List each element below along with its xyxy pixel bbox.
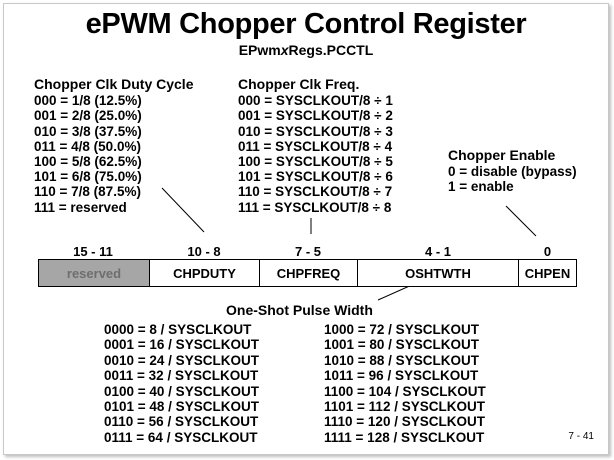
duty-item: 010 = 3/8 (37.5%) bbox=[34, 123, 142, 139]
freq-item: 000 = SYSCLKOUT/8 ÷ 1 bbox=[238, 93, 393, 109]
subtitle-var: x bbox=[280, 42, 289, 58]
duty-connector bbox=[162, 188, 204, 232]
freq-item: 111 = SYSCLKOUT/8 ÷ 8 bbox=[238, 199, 392, 215]
oneshot-item: 1111 = 128 / SYSCLKOUT bbox=[324, 429, 485, 445]
oneshot-item: 1101 = 112 / SYSCLKOUT bbox=[324, 399, 485, 415]
oneshot-item: 1000 = 72 / SYSCLKOUT bbox=[324, 322, 479, 337]
enable-item: 1 = enable bbox=[448, 179, 514, 195]
register-field-oshtwth: OSHTWTH bbox=[357, 259, 519, 287]
oneshot-item: 0000 = 8 / SYSCLKOUT bbox=[104, 322, 252, 337]
connector-lines bbox=[4, 4, 610, 456]
enable-item: 0 = disable (bypass) bbox=[448, 164, 577, 180]
duty-item: 111 = reserved bbox=[34, 199, 127, 215]
oneshot-item: 1001 = 80 / SYSCLKOUT bbox=[324, 337, 479, 353]
register-field-chpen: CHPEN bbox=[518, 259, 577, 287]
bits-reserved: 15 - 11 bbox=[73, 244, 113, 259]
duty-item: 101 = 6/8 (75.0%) bbox=[34, 169, 142, 185]
duty-item: 011 = 4/8 (50.0%) bbox=[34, 138, 141, 154]
freq-item: 101 = SYSCLKOUT/8 ÷ 6 bbox=[238, 169, 393, 185]
duty-cycle-heading: Chopper Clk Duty Cycle bbox=[34, 76, 194, 92]
clk-freq-heading: Chopper Clk Freq. bbox=[238, 76, 360, 92]
oneshot-item: 0110 = 56 / SYSCLKOUT bbox=[104, 414, 259, 430]
oneshot-item: 1100 = 104 / SYSCLKOUT bbox=[324, 383, 486, 399]
oneshot-right-list bbox=[324, 322, 486, 445]
page-number: 7 - 41 bbox=[568, 431, 594, 442]
page-title: ePWM Chopper Control Register bbox=[85, 8, 527, 40]
oneshot-item: 1010 = 88 / SYSCLKOUT bbox=[324, 352, 479, 368]
oneshot-heading bbox=[226, 303, 373, 319]
enable-connector bbox=[506, 206, 536, 236]
freq-item: 001 = SYSCLKOUT/8 ÷ 2 bbox=[238, 108, 393, 124]
register-field-chpfreq: CHPFREQ bbox=[259, 259, 358, 287]
oneshot-item: 0001 = 16 / SYSCLKOUT bbox=[104, 337, 259, 353]
chopper-enable-heading: Chopper Enable bbox=[448, 147, 556, 163]
register-field-reserved: reserved bbox=[38, 259, 150, 287]
oneshot-item: 1011 = 96 / SYSCLKOUT bbox=[324, 368, 479, 384]
subtitle-prefix: EPwm bbox=[238, 42, 281, 58]
freq-item: 010 = SYSCLKOUT/8 ÷ 3 bbox=[238, 123, 393, 139]
freq-item: 011 = SYSCLKOUT/8 ÷ 4 bbox=[238, 138, 393, 154]
duty-item: 001 = 2/8 (25.0%) bbox=[34, 108, 142, 124]
duty-item: 100 = 5/8 (62.5%) bbox=[34, 154, 142, 170]
oneshot-item: 0100 = 40 / SYSCLKOUT bbox=[104, 383, 259, 399]
duty-item: 110 = 7/8 (87.5%) bbox=[34, 184, 141, 200]
bits-chpduty: 10 - 8 bbox=[187, 244, 221, 259]
oneshot-item: 0010 = 24 / SYSCLKOUT bbox=[104, 352, 259, 368]
duty-item: 000 = 1/8 (12.5%) bbox=[34, 93, 142, 109]
oneshot-item: 0101 = 48 / SYSCLKOUT bbox=[104, 399, 259, 415]
oneshot-heading-text: One-Shot Pulse Width bbox=[226, 302, 373, 318]
oneshot-item: 1110 = 120 / SYSCLKOUT bbox=[324, 414, 485, 430]
subtitle-suffix: Regs.PCCTL bbox=[288, 42, 374, 58]
bits-chpfreq: 7 - 5 bbox=[294, 244, 321, 259]
bits-oshtwth: 4 - 1 bbox=[424, 244, 451, 259]
slide bbox=[3, 3, 609, 455]
oneshot-left-list bbox=[104, 322, 259, 445]
bits-chpen: 0 bbox=[543, 244, 552, 259]
freq-item: 100 = SYSCLKOUT/8 ÷ 5 bbox=[238, 154, 393, 170]
register-field-chpduty: CHPDUTY bbox=[149, 259, 260, 287]
oneshot-item: 0011 = 32 / SYSCLKOUT bbox=[104, 368, 259, 384]
freq-item: 110 = SYSCLKOUT/8 ÷ 7 bbox=[238, 184, 393, 200]
oneshot-item: 0111 = 64 / SYSCLKOUT bbox=[104, 429, 258, 445]
